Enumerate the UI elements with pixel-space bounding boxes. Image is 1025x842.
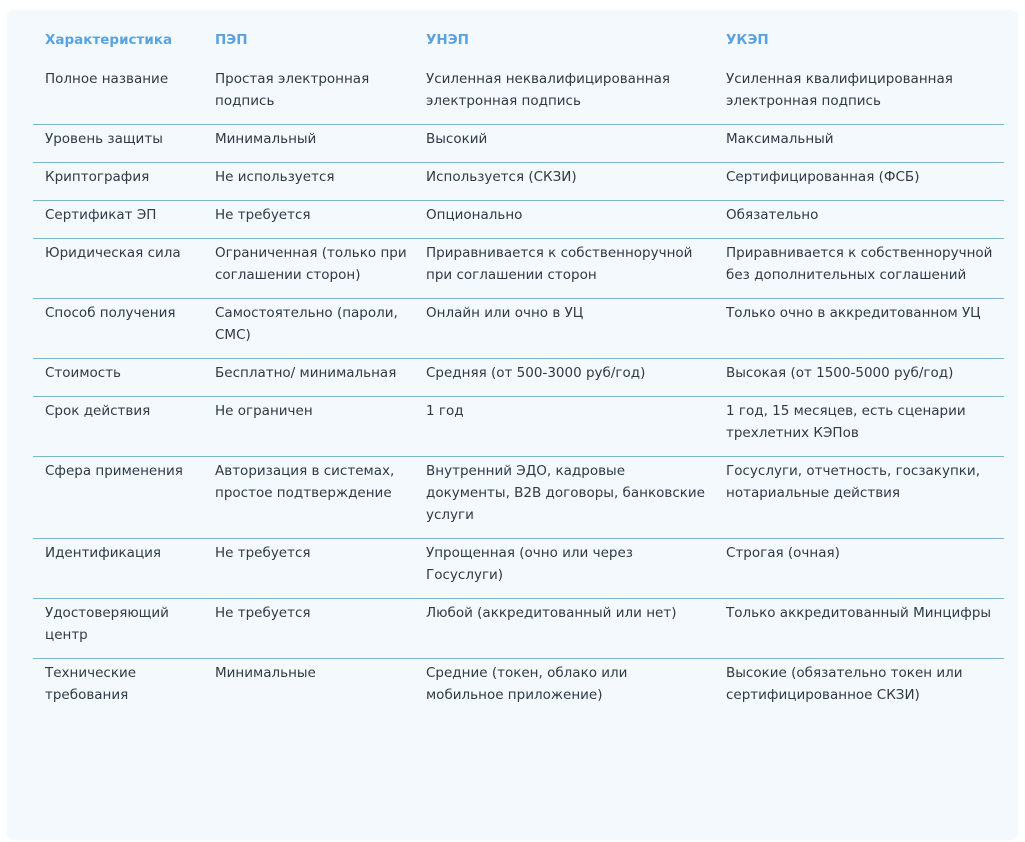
header-unep: УНЭП [426,32,469,48]
cell-unep: Опционально [414,201,714,239]
cell-pep: Не требуется [203,539,414,599]
cell-unep: Онлайн или очно в УЦ [414,299,714,359]
header-ukep: УКЭП [726,32,769,48]
table-row [33,163,1004,201]
cell-characteristic: Удостоверяющий центр [33,599,203,659]
cell-characteristic: Идентификация [33,539,203,599]
cell-unep: Высокий [414,125,714,163]
cell-ukep: Максимальный [714,125,1004,163]
cell-ukep: Обязательно [714,201,1004,239]
table-row [33,397,1004,457]
cell-pep: Не ограничен [203,397,414,457]
cell-ukep: Высокие (обязательно токен или сертифицированное СКЗИ) [714,659,1004,719]
cell-characteristic: Полное название [45,71,169,87]
cell-characteristic: Способ получения [33,299,203,359]
cell-characteristic: Сертификат ЭП [33,201,203,239]
cell-ukep: Строгая (очная) [714,539,1004,599]
cell-unep: Упрощенная (очно или через Госуслуги) [414,539,714,599]
cell-ukep: 1 год, 15 месяцев, есть сценарии трехлетних КЭПов [714,397,1004,457]
table-row [33,201,1004,239]
cell-ukep: Госуслуги, отчетность, госзакупки, нотариальные действия [714,457,1004,539]
cell-characteristic: Технические требования [33,659,203,719]
header-pep: ПЭП [215,32,248,48]
comparison-table [33,26,1004,718]
cell-characteristic: Сфера применения [33,457,203,539]
comparison-card [7,10,1018,840]
cell-pep: Не требуется [203,599,414,659]
cell-unep: 1 год [414,397,714,457]
cell-pep: Самостоятельно (пароли, СМС) [203,299,414,359]
cell-pep: Минимальные [203,659,414,719]
cell-unep: Средние (токен, облако или мобильное приложение) [414,659,714,719]
table-row [33,359,1004,397]
cell-pep: Не требуется [203,201,414,239]
cell-pep: Минимальный [203,125,414,163]
cell-characteristic: Криптография [33,163,203,201]
cell-pep: Не используется [203,163,414,201]
cell-unep: Любой (аккредитованный или нет) [414,599,714,659]
cell-pep: Авторизация в системах, простое подтверждение [203,457,414,539]
table-row [33,539,1004,599]
cell-characteristic: Юридическая сила [33,239,203,299]
cell-characteristic: Срок действия [33,397,203,457]
cell-unep: Средняя (от 500-3000 руб/год) [414,359,714,397]
table-row [33,457,1004,539]
cell-ukep: Приравнивается к собственноручной без дополнительных соглашений [714,239,1004,299]
cell-ukep: Только очно в аккредитованном УЦ [714,299,1004,359]
table-row [33,659,1004,719]
cell-unep: Усиленная неквалифицированная электронная подпись [426,71,670,109]
cell-ukep: Сертифицированная (ФСБ) [714,163,1004,201]
cell-pep: Простая электронная подпись [215,71,370,109]
cell-unep: Используется (СКЗИ) [414,163,714,201]
cell-ukep: Только аккредитованный Минцифры [714,599,1004,659]
table-row [33,599,1004,659]
cell-unep: Приравнивается к собственноручной при соглашении сторон [414,239,714,299]
cell-ukep: Усиленная квалифицированная электронная подпись [726,71,953,109]
table-row [33,65,1004,125]
cell-pep: Ограниченная (только при соглашении сторон) [203,239,414,299]
header-characteristic: Характеристика [45,32,173,48]
cell-characteristic: Стоимость [33,359,203,397]
cell-pep: Бесплатно/ минимальная [203,359,414,397]
table-header-row [33,26,1004,65]
table-row [33,239,1004,299]
cell-unep: Внутренний ЭДО, кадровые документы, B2B договоры, банковские услуги [414,457,714,539]
table-row [33,299,1004,359]
cell-characteristic: Уровень защиты [33,125,203,163]
table-row [33,125,1004,163]
cell-ukep: Высокая (от 1500-5000 руб/год) [714,359,1004,397]
